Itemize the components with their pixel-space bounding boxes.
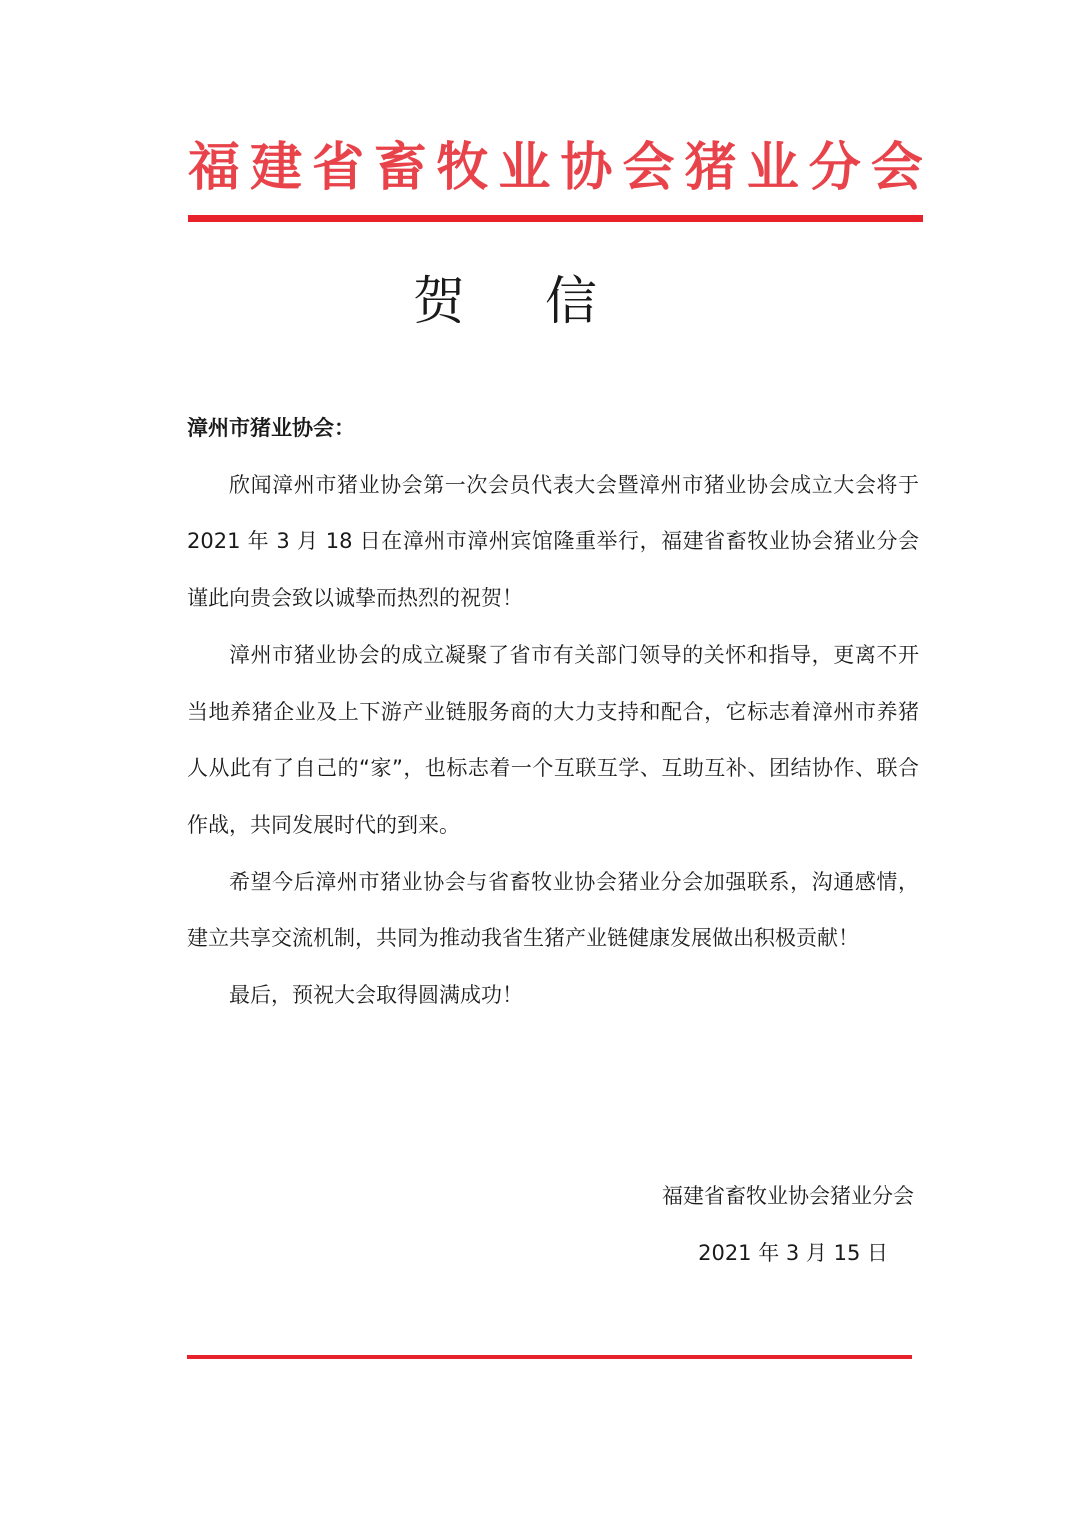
letterhead-char: 分 [808, 136, 861, 198]
letterhead-char: 业 [746, 136, 799, 198]
letterhead-char: 省 [312, 136, 365, 198]
footer-bottom-rule [187, 1355, 912, 1359]
letter-date: 2021 年 3 月 15 日 [698, 1241, 888, 1265]
letterhead-organization-name [188, 122, 923, 202]
letterhead-char: 牧 [436, 136, 489, 198]
letter-paragraph: 漳州市猪业协会的成立凝聚了省市有关部门领导的关怀和指导，更离不开当地养猪企业及上下游产业链服务商的大力支持和配合，它标志着漳州市养猪人从此有了自己的“家”，也标志着一个互联互学、互助互补、团结协作、联合作战，共同发展时代的到来。 [187, 642, 919, 837]
letterhead-char: 会 [870, 136, 923, 198]
letterhead-char: 福 [188, 136, 241, 198]
letter-salutation: 漳州市猪业协会： [187, 416, 355, 440]
letterhead-top-rule [188, 215, 923, 222]
letter-paragraph: 欣闻漳州市猪业协会第一次会员代表大会暨漳州市猪业协会成立大会将于 2021 年 3 月 18 日在漳州市漳州宾馆隆重举行，福建省畜牧业协会猪业分会谨此向贵会致以诚挚而热烈的祝贺！ [187, 472, 919, 611]
letterhead-char: 建 [250, 136, 303, 198]
letterhead-char: 业 [498, 136, 551, 198]
letter-signature: 福建省畜牧业协会猪业分会 [662, 1184, 914, 1208]
letterhead-char: 协 [560, 136, 613, 198]
document-title: 贺信 [412, 272, 677, 332]
letterhead-char: 畜 [374, 136, 427, 198]
letter-paragraph: 最后，预祝大会取得圆满成功！ [229, 983, 523, 1008]
letterhead-char: 会 [622, 136, 675, 198]
letterhead-char: 猪 [684, 136, 737, 198]
letter-paragraph: 希望今后漳州市猪业协会与省畜牧业协会猪业分会加强联系，沟通感情，建立共享交流机制，共同为推动我省生猪产业链健康发展做出积极贡献！ [187, 869, 919, 951]
letter-body [187, 400, 919, 1024]
